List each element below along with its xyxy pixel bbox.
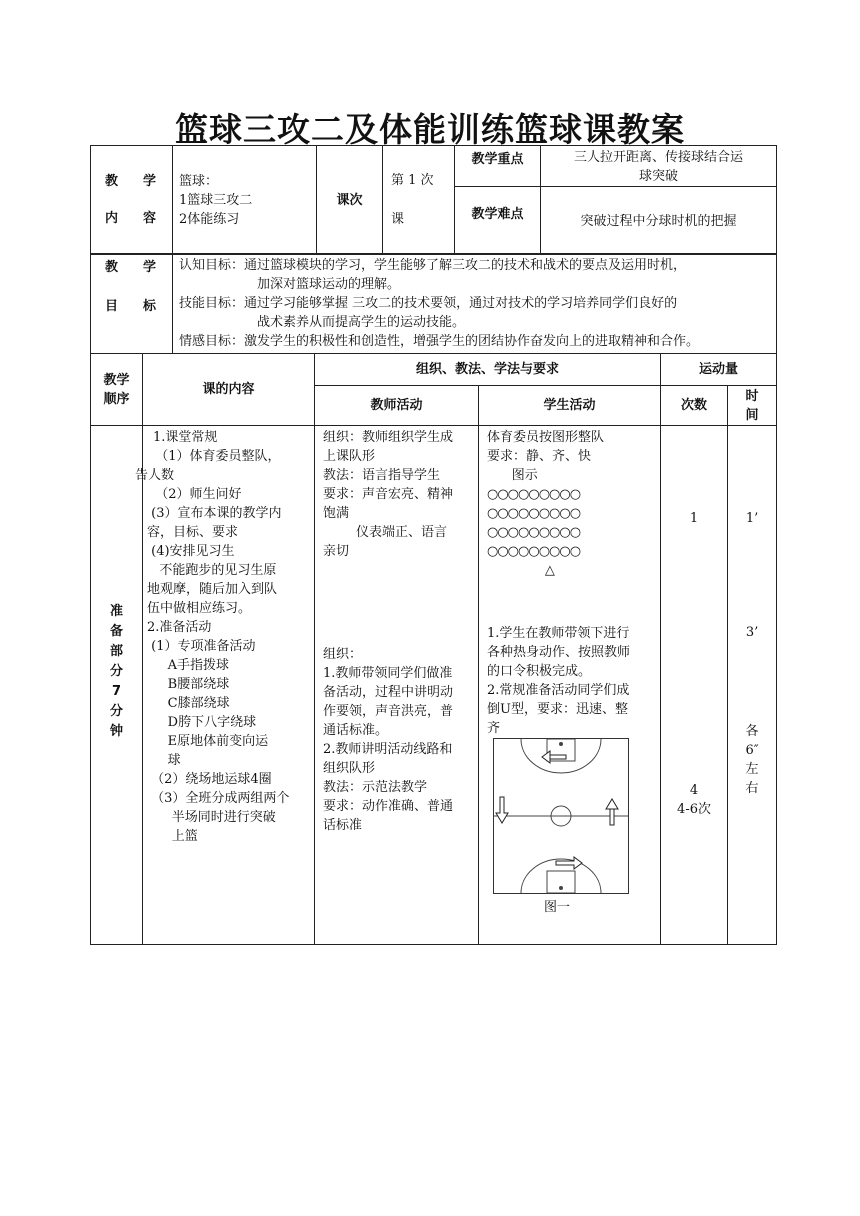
content-line: (1）专项准备活动 [147, 639, 256, 654]
teacher-line: 教法：示范法教学 [323, 780, 428, 795]
section-content-cell [135, 426, 315, 945]
content-line: 地观摩，随后加入到队 [147, 582, 278, 597]
content-line: C膝部绕球 [147, 696, 230, 711]
section-name-char: 备 [109, 624, 123, 639]
student-line: 倒U型，要求：迅速、整 [487, 702, 628, 717]
teacher-line: 要求：声音宏亮、精神 [323, 487, 454, 502]
time-value: 6″ [745, 743, 759, 758]
court-svg [494, 739, 628, 893]
content-line: （2）绕场地运球4圈 [147, 772, 272, 787]
objectives-label-cell [91, 254, 173, 354]
sequence-header-text: 顺序 [103, 391, 130, 407]
content-line: （1）体育委员整队， [147, 449, 281, 464]
content-line: （2）师生问好 [147, 487, 242, 502]
content-line: D胯下八字绕球 [147, 715, 257, 730]
content-line: 1.课堂常规 [153, 430, 218, 445]
teacher-line: 要求：动作准确、普通 [323, 799, 454, 814]
teacher-line: 仪表端正、语言 [323, 525, 448, 540]
teacher-line: 话标准 [323, 818, 363, 833]
student-header: 学生活动 [479, 386, 661, 426]
teacher-activity-cell [315, 426, 479, 945]
student-line: 要求：静、齐、快 [487, 449, 592, 464]
figure-caption: 图一 [543, 900, 570, 915]
content-line: A手指拨球 [147, 658, 230, 673]
content-line: (4)安排见习生 [147, 544, 235, 559]
label-char: 学 [142, 174, 156, 189]
time-value: 各 [745, 724, 759, 739]
count-value: 4-6次 [677, 802, 711, 817]
content-line: 篮球： [179, 173, 219, 189]
formation-row: ○○○○○○○○○ [487, 487, 581, 502]
content-line: 半场同时进行突破 [147, 810, 276, 825]
time-cell [728, 426, 777, 945]
content-line: 1篮球三攻二 [179, 192, 253, 208]
objective-affective: 情感目标：激发学生的积极性和创造性，增强学生的团结协作奋发向上的进取精神和合作。 [179, 334, 700, 349]
organization-header: 组织、教法、学法与要求 [315, 354, 661, 386]
content-label-cell [91, 146, 173, 255]
content-line: (3）宣布本课的教学内 [147, 506, 282, 521]
section-name-char: 分 [109, 704, 123, 719]
session-value-cell [383, 146, 455, 255]
student-activity-cell [479, 426, 661, 945]
arrow-up-shaft [610, 809, 614, 825]
content-line: 容，目标、要求 [147, 525, 239, 540]
teacher-line: 2.教师讲明活动线路和 [323, 742, 453, 757]
content-line: B腰部绕球 [147, 677, 230, 692]
objectives-table [90, 253, 777, 354]
content-line: 2体能练习 [179, 211, 240, 227]
teacher-line: 饱满 [323, 506, 350, 521]
session-value: 课 [391, 212, 405, 227]
key-point-line: 球突破 [638, 169, 678, 184]
label-char: 标 [142, 299, 156, 314]
label-char: 教 [105, 174, 119, 189]
content-header: 课的内容 [143, 354, 315, 426]
time-header-text: 时 [745, 388, 759, 404]
count-value: 4 [689, 783, 699, 798]
teacher-line: 上课队形 [323, 449, 376, 464]
time-value: 右 [745, 781, 759, 796]
sequence-header-text: 教学 [103, 372, 130, 388]
label-char: 容 [142, 211, 156, 226]
label-char: 目 [105, 299, 119, 314]
count-cell [661, 426, 728, 945]
section-name-char: 部 [109, 644, 123, 659]
teacher-line: 通话标准。 [323, 723, 389, 738]
time-value: 3’ [745, 625, 759, 640]
teacher-line: 亲切 [323, 544, 350, 559]
formation-row: ○○○○○○○○○ [487, 525, 581, 540]
key-point-line: 三人拉开距离、传接球结合运 [573, 150, 743, 165]
time-value: 左 [745, 762, 759, 777]
session-value: 第 1 次 [391, 173, 434, 188]
content-cell [173, 146, 317, 255]
teacher-line: 作要领，声音洪亮，普 [323, 704, 454, 719]
objective-skill: 技能目标：通过学习能够掌握 三攻二的技术要领，通过对技术的学习培养同学们良好的 [179, 296, 678, 311]
arrow-up-icon [606, 799, 618, 809]
count-header: 次数 [661, 386, 728, 426]
student-line: 齐 [487, 721, 501, 736]
header-table [90, 145, 777, 255]
session-label: 课次 [317, 146, 383, 255]
content-line: （3）全班分成两组两个 [147, 791, 290, 806]
label-char: 内 [105, 211, 119, 226]
teacher-line: 1.教师带领同学们做准 [323, 666, 453, 681]
teacher-position-marker: △ [487, 563, 555, 578]
section-name-char: 7 [111, 684, 122, 699]
difficulty-text: 突破过程中分球时机的把握 [541, 187, 777, 255]
court-diagram [493, 738, 629, 894]
time-header-text: 间 [745, 407, 759, 423]
teacher-line: 教法：语言指导学生 [323, 468, 441, 483]
formation-row: ○○○○○○○○○ [487, 544, 581, 559]
objectives-cell [173, 254, 777, 354]
arrow-down-icon [496, 797, 508, 823]
objective-cognitive-cont: 加深对篮球运动的理解。 [257, 277, 401, 292]
teacher-line: 组织： [323, 647, 363, 662]
sequence-header [91, 354, 143, 426]
objective-skill-cont: 战术素养从而提高学生的运动技能。 [257, 315, 466, 330]
key-point-label: 教学重点 [455, 146, 541, 187]
teacher-line: 备活动，过程中讲明动 [323, 685, 454, 700]
label-char: 教 [105, 260, 119, 275]
section-name-char: 准 [109, 604, 123, 619]
content-line: 不能跑步的见习生原 [147, 563, 277, 578]
student-line: 各种热身动作、按照教师 [487, 645, 631, 660]
student-line: 的口令积极完成。 [487, 664, 592, 679]
content-line: 伍中做相应练习。 [147, 601, 252, 616]
lesson-table [90, 353, 777, 945]
difficulty-label: 教学难点 [455, 187, 541, 255]
student-line: 图示 [487, 468, 538, 483]
teacher-line: 组织：教师组织学生成 [323, 430, 454, 445]
content-line: 上篮 [147, 829, 198, 844]
formation-row: ○○○○○○○○○ [487, 506, 581, 521]
student-line: 1.学生在教师带领下进行 [487, 626, 630, 641]
time-header [728, 386, 777, 426]
time-value: 1’ [745, 511, 759, 526]
document-title: 篮球三攻二及体能训练篮球课教案 [175, 110, 685, 149]
top-basket [559, 742, 563, 746]
teacher-header: 教师活动 [315, 386, 479, 426]
bottom-basket [559, 886, 563, 890]
student-line: 体育委员按图形整队 [487, 430, 605, 445]
key-point-cell [541, 146, 777, 187]
content-line: 2.准备活动 [147, 620, 212, 635]
teacher-line: 组织队形 [323, 761, 376, 776]
section-name-char: 钟 [109, 724, 123, 739]
content-line: 球 [147, 753, 181, 768]
load-header: 运动量 [661, 354, 777, 386]
objective-cognitive: 认知目标：通过篮球模块的学习，学生能够了解三攻二的技术和战术的要点及运用时机， [179, 258, 687, 273]
section-name-char: 分 [109, 664, 123, 679]
content-line: 告人数 [135, 468, 175, 483]
student-line: 2.常规准备活动同学们成 [487, 683, 630, 698]
content-line: E原地体前变向运 [147, 734, 269, 749]
count-value: 1 [689, 511, 699, 526]
label-char: 学 [142, 260, 156, 275]
